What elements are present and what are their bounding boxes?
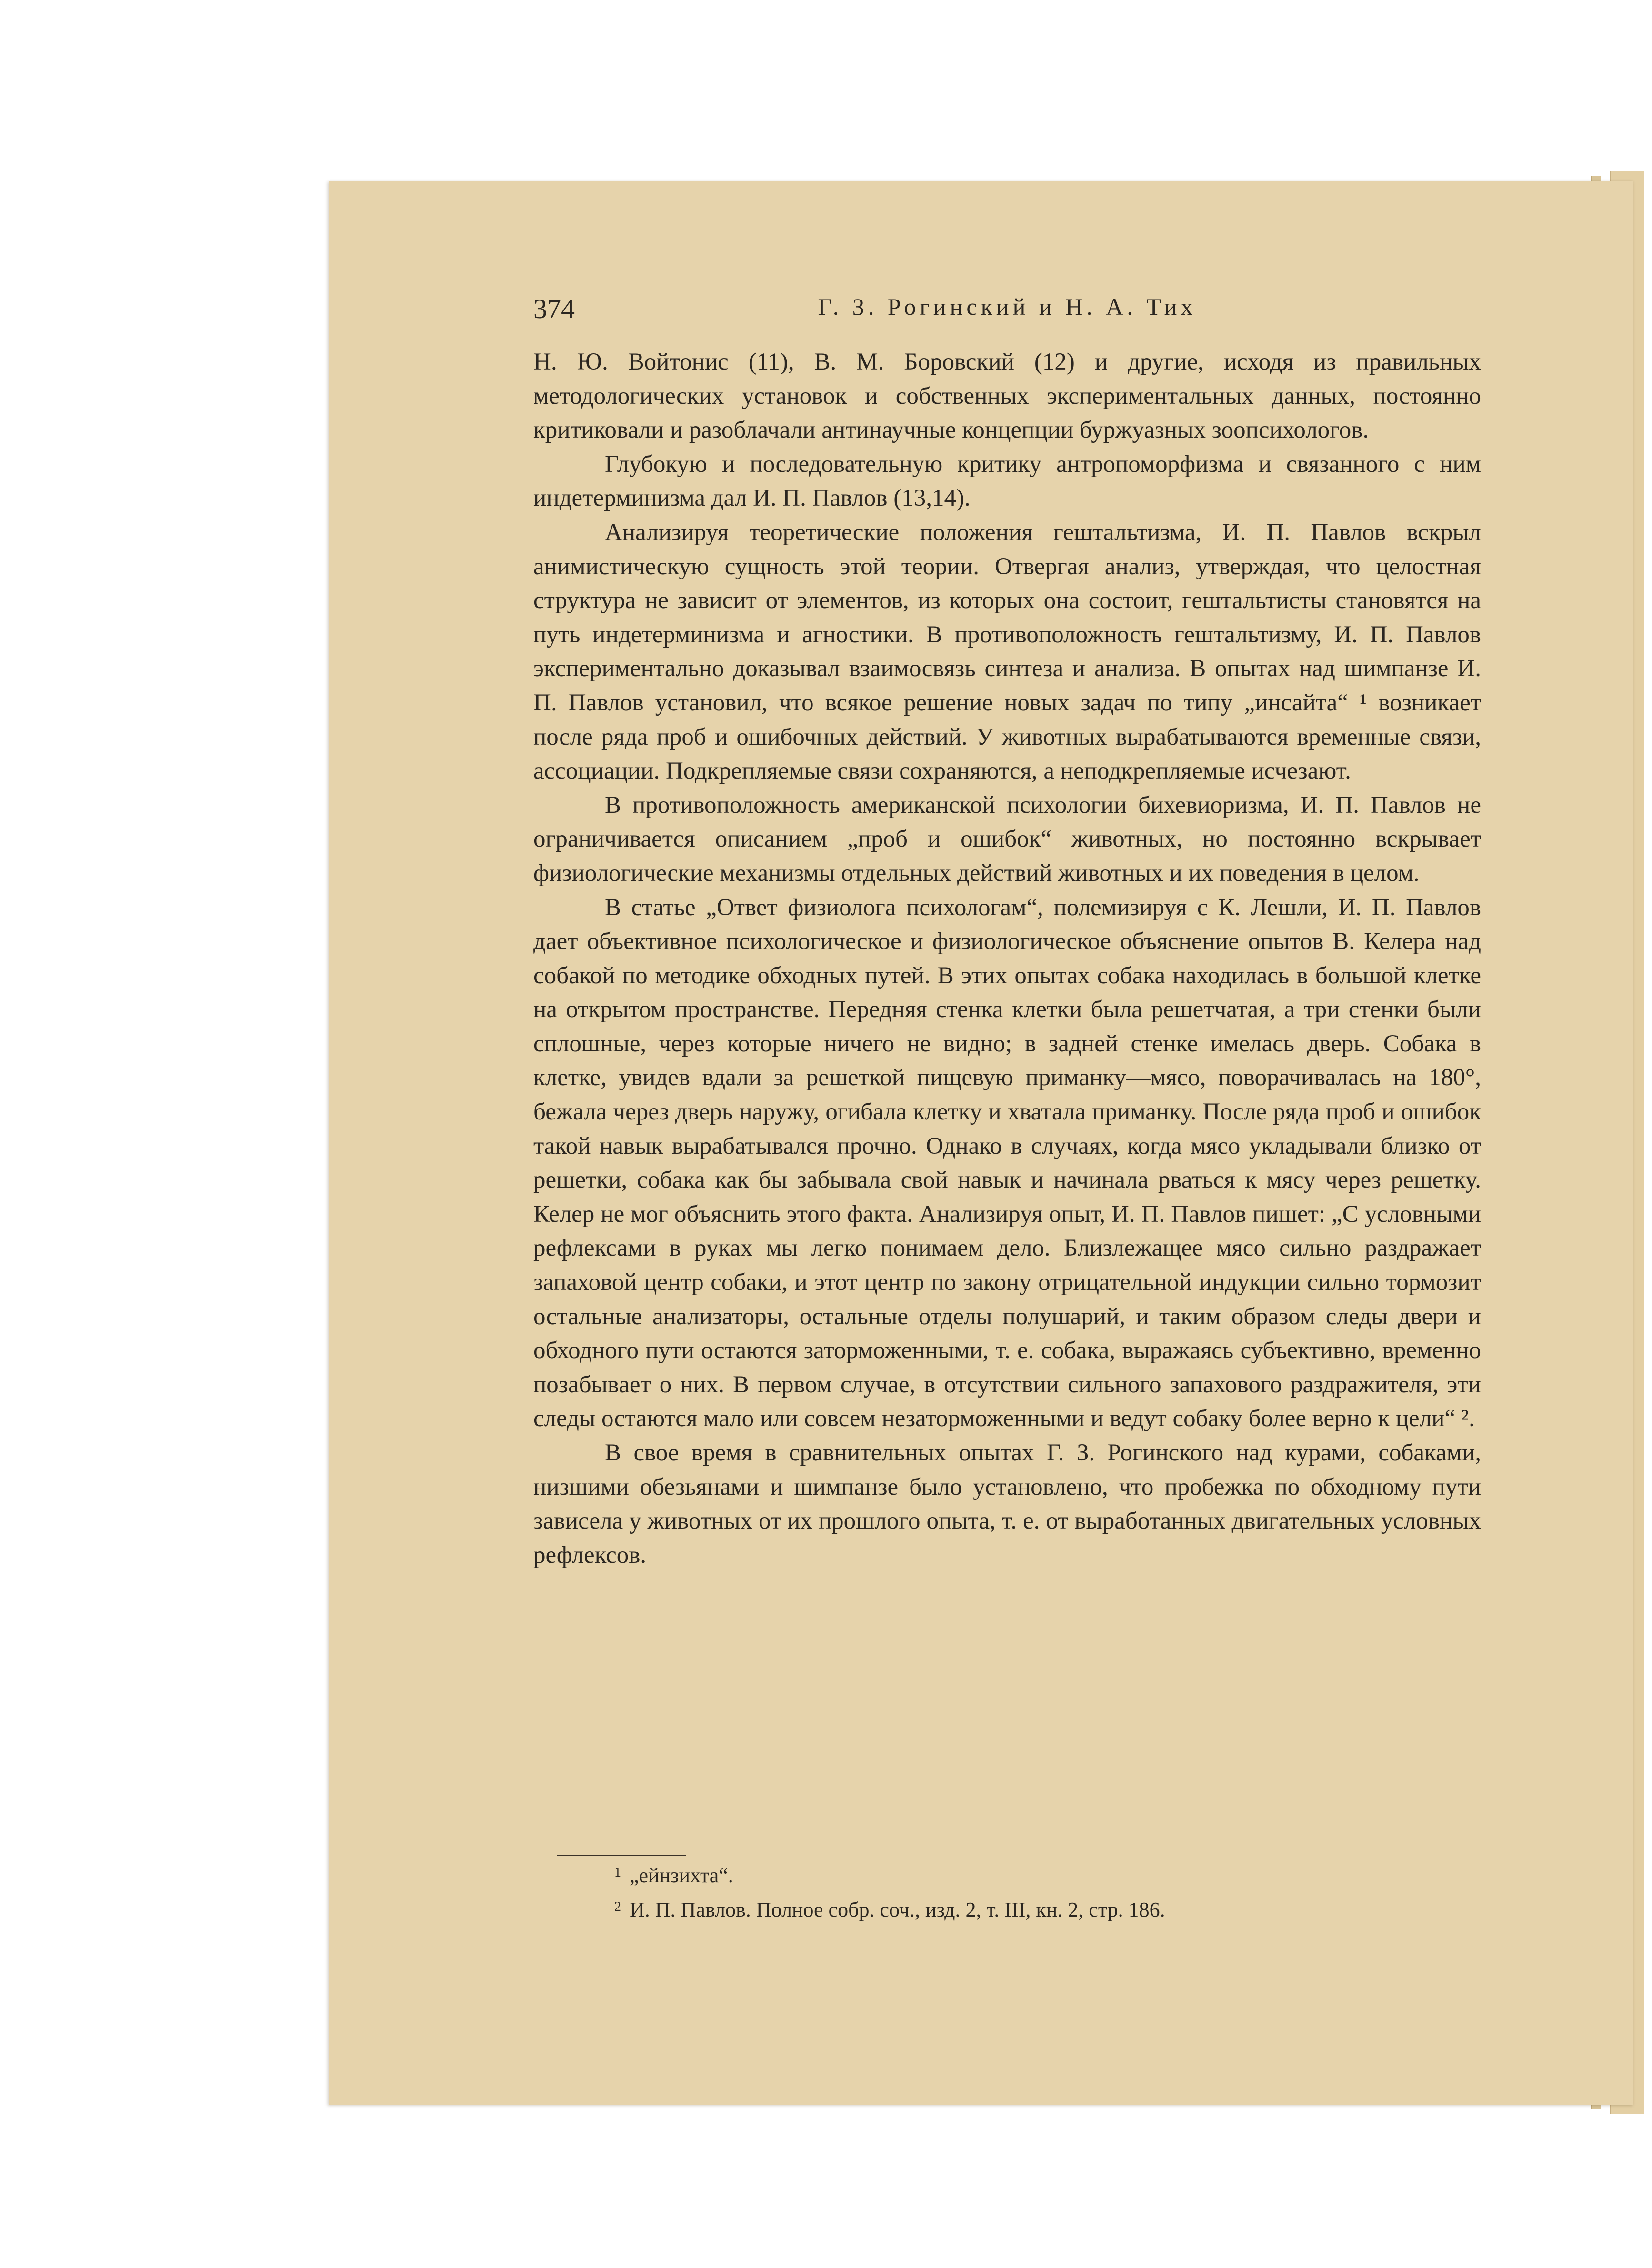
footnotes bbox=[614, 1857, 1472, 1926]
footnote-text: И. П. Павлов. Полное собр. соч., изд. 2, т. III, кн. 2, стр. 186. bbox=[630, 1898, 1165, 1921]
paragraph: Н. Ю. Войтонис (11), В. М. Боровский (12) и другие, исходя из правильных методологических установок и собственных экспериментальных данных, постоянно критиковали и разоблачали антинаучные концепции буржуазных зоопсихологов. bbox=[533, 349, 1481, 444]
paragraph: В противоположность американской психологии бихевиоризма, И. П. Павлов не ограничивается описанием „проб и ошибок“ животных, но постоянно вскрывает физиологические механизмы отдельных действий животных и их поведения в целом. bbox=[533, 791, 1481, 887]
footnote-mark: 2 bbox=[614, 1899, 621, 1914]
running-head: Г. З. Рогинский и Н. А. Тих bbox=[818, 293, 1197, 320]
footnote-mark: 1 bbox=[614, 1865, 621, 1880]
page-header bbox=[533, 293, 1481, 331]
footnote-text: „ейнзихта“. bbox=[630, 1864, 733, 1887]
paragraph: В свое время в сравнительных опытах Г. З. Рогинского над курами, собаками, низшими обезьянами и шимпанзе было установлено, что пробежка по обходному пути зависела у животных от их прошлого опыта, т. е. от выработанных двигательных условных рефлексов. bbox=[533, 1439, 1481, 1569]
paragraph: Анализируя теоретические положения гештальтизма, И. П. Павлов вскрыл анимистическую сущность этой теории. Отвергая анализ, утверждая, что целостная структура не зависит от элементов, из которых она состоит, гештальтисты становятся на путь индетерминизма и агностики. В противоположность гештальтизму, И. П. Павлов экспериментально доказывал взаимосвязь синтеза и анализа. В опытах над шимпанзе И. П. Павлов установил, что всякое решение новых задач по типу „инсайта“ ¹ возникает после ряда проб и ошибочных действий. У животных вырабатываются временные связи, ассоциации. Подкрепляемые связи сохраняются, а неподкрепляемые исчезают. bbox=[533, 519, 1481, 785]
footnote bbox=[614, 1891, 1472, 1926]
footnote bbox=[614, 1857, 1472, 1891]
footnote-divider bbox=[557, 1855, 686, 1856]
page-number: 374 bbox=[533, 293, 575, 324]
body-text bbox=[533, 345, 1481, 1572]
paragraph: В статье „Ответ физиолога психологам“, полемизируя с К. Лешли, И. П. Павлов дает объективное психологическое и физиологическое объяснение опытов В. Келера над собакой по методике обходных путей. В этих опытах собака находилась в большой клетке на открытом пространстве. Передняя стенка клетки была решетчатая, а три стенки были сплошные, через которые ничего не видно; в задней стенке имелась дверь. Собака в клетке, увидев вдали за решеткой пищевую приманку—мясо, поворачивалась на 180°, бежала через дверь наружу, огибала клетку и хватала приманку. После ряда проб и ошибок такой навык вырабатывался прочно. Однако в случаях, когда мясо укладывали близко от решетки, собака как бы забывала свой навык и начинала рваться к мясу через решетку. Келер не мог объяснить этого факта. Анализируя опыт, И. П. Павлов пишет: „С условными рефлексами в руках мы легко понимаем дело. Близлежащее мясо сильно раздражает запаховой центр собаки, и этот центр по закону отрицательной индукции сильно тормозит остальные анализаторы, остальные отделы полушарий, и таким образом следы двери и обходного пути остаются заторможенными, т. е. собака, выражаясь субъективно, временно позабывает о них. В первом случае, в отсутствии сильного запахового раздражителя, эти следы остаются мало или совсем незаторможенными и ведут собаку более верно к цели“ ². bbox=[533, 894, 1481, 1432]
paragraph: Глубокую и последовательную критику антропоморфизма и связанного с ним индетерминизма дал И. П. Павлов (13,14). bbox=[533, 450, 1481, 512]
